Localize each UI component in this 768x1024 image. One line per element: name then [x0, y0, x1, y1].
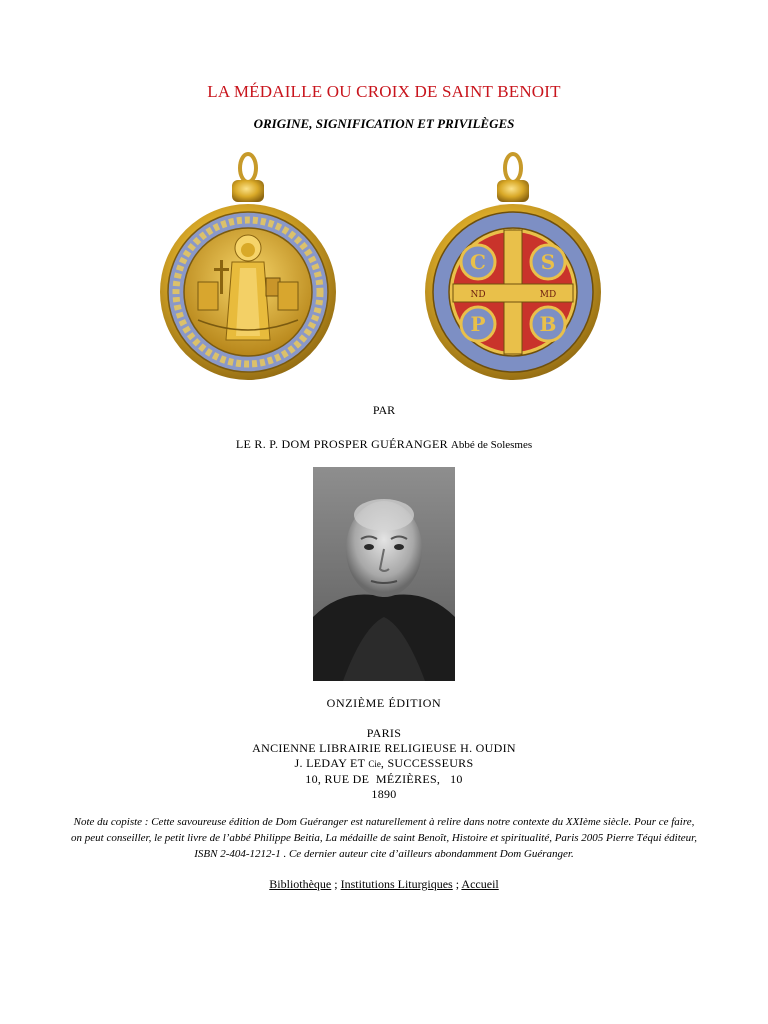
medal-letter-s: S [540, 250, 556, 274]
by-label: PAR [372, 403, 396, 417]
publisher-line-2: J. LEDAY ET Cie, SUCCESSEURS [294, 756, 474, 770]
copyist-note: Note du copiste : Cette savoureuse édition de Dom Guéranger est naturellement à relire dans notre contexte du XXIème siècle. Pour ce faire, on peut conseiller, le petit livre de l’abbé Philippe Beitia, La médaille de saint Benoît, Histoire et spiritualité, Paris 2005 Pierre Téqui éditeur, ISBN 2-404-1212-1 . Ce dernier auteur cite d’ailleurs abondamment Dom Guéranger. [71, 816, 697, 860]
medal-front-image [128, 150, 368, 390]
medal-letter-p: P [470, 312, 486, 336]
link-separator: ; [455, 877, 460, 891]
document-subtitle: ORIGINE, SIGNIFICATION ET PRIVILÈGES [253, 116, 515, 131]
link-separator: ; [334, 877, 338, 891]
publisher-address: 10, RUE DE MÉZIÈRES, 10 [305, 772, 463, 786]
edition-label: ONZIÈME ÉDITION [326, 696, 442, 710]
author-line [0, 437, 768, 452]
medal-letter-c: C [470, 250, 486, 274]
medal-cross-right: MD [539, 290, 557, 300]
document-title: LA MÉDAILLE OU CROIX DE SAINT BENOIT [207, 82, 561, 101]
publisher-city: PARIS [366, 726, 402, 740]
medals-illustration [128, 150, 638, 390]
author-portrait-image [313, 467, 455, 681]
publisher-line-1: ANCIENNE LIBRAIRIE RELIGIEUSE H. OUDIN [252, 741, 516, 755]
medal-cross-left: ND [470, 290, 486, 300]
footer-links [0, 877, 768, 892]
medal-letter-b: B [539, 312, 557, 336]
link-bibliotheque[interactable]: Bibliothèque [269, 877, 332, 891]
medal-back-image [398, 150, 638, 390]
publisher-block [0, 726, 768, 802]
author-title: Abbé de Solesmes [450, 439, 533, 451]
link-accueil[interactable]: Accueil [461, 877, 499, 891]
link-institutions-liturgiques[interactable]: Institutions Liturgiques [340, 877, 453, 891]
publication-year: 1890 [371, 787, 397, 801]
author-name: LE R. P. DOM PROSPER GUÉRANGER [235, 437, 448, 451]
